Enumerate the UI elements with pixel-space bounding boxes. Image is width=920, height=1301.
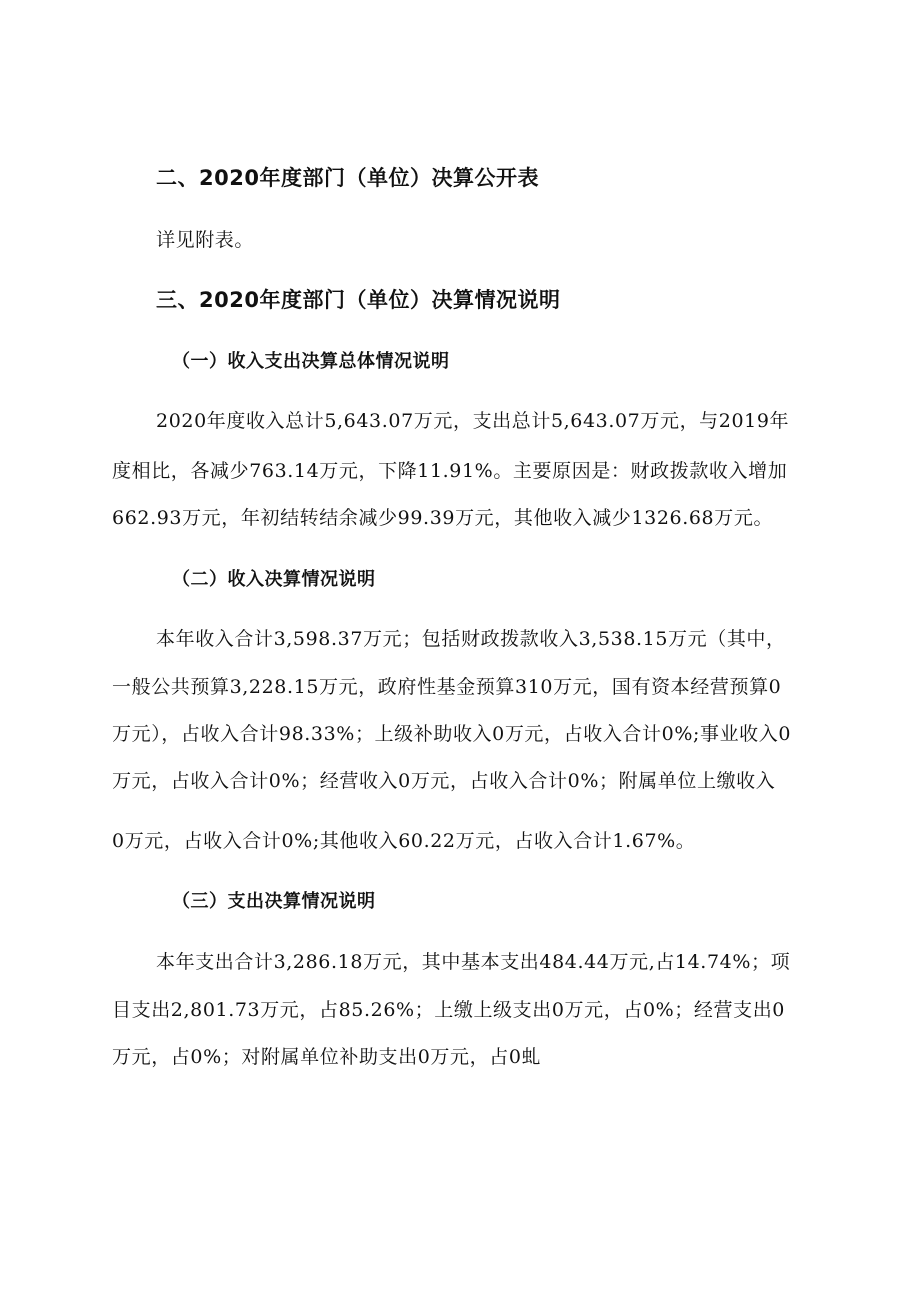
subsection-3-heading: （三）支出决算情况说明 [172, 891, 376, 912]
section-3-heading: 三、2020年度部门（单位）决算情况说明 [156, 288, 561, 312]
section-2-text: 详见附表。 [156, 229, 255, 251]
paragraph-line: 万元），占收入合计98.33%；上级补助收入0万元，占收入合计0%;事业收入0 [112, 723, 792, 745]
paragraph-line: 本年收入合计3,598.37万元；包括财政拨款收入3,538.15万元（其中， [156, 628, 786, 650]
subsection-1-heading: （一）收入支出决算总体情况说明 [172, 351, 450, 372]
subsection-2-heading: （二）收入决算情况说明 [172, 569, 376, 590]
section-2-heading: 二、2020年度部门（单位）决算公开表 [156, 166, 539, 190]
paragraph-line: 662.93万元，年初结转结余减少99.39万元，其他收入减少1326.68万元。 [112, 507, 774, 529]
paragraph-line: 0万元，占收入合计0%;其他收入60.22万元，占收入合计1.67%。 [112, 830, 696, 852]
paragraph-line: 目支出2,801.73万元，占85.26%；上缴上级支出0万元，占0%；经营支出0 [112, 999, 785, 1021]
paragraph-line: 度相比，各减少763.14万元，下降11.91%。主要原因是：财政拨款收入增加 [112, 460, 788, 482]
paragraph-line: 2020年度收入总计5,643.07万元，支出总计5,643.07万元，与2019年 [156, 410, 790, 432]
paragraph-line: 万元，占0%；对附属单位补助支出0万元，占0虬 [112, 1046, 542, 1068]
paragraph-line: 万元，占收入合计0%；经营收入0万元，占收入合计0%；附属单位上缴收入 [112, 770, 776, 792]
paragraph-line: 一般公共预算3,228.15万元，政府性基金预算310万元，国有资本经营预算0 [112, 676, 782, 698]
paragraph-line: 本年支出合计3,286.18万元，其中基本支出484.44万元,占14.74%；项 [156, 951, 791, 973]
